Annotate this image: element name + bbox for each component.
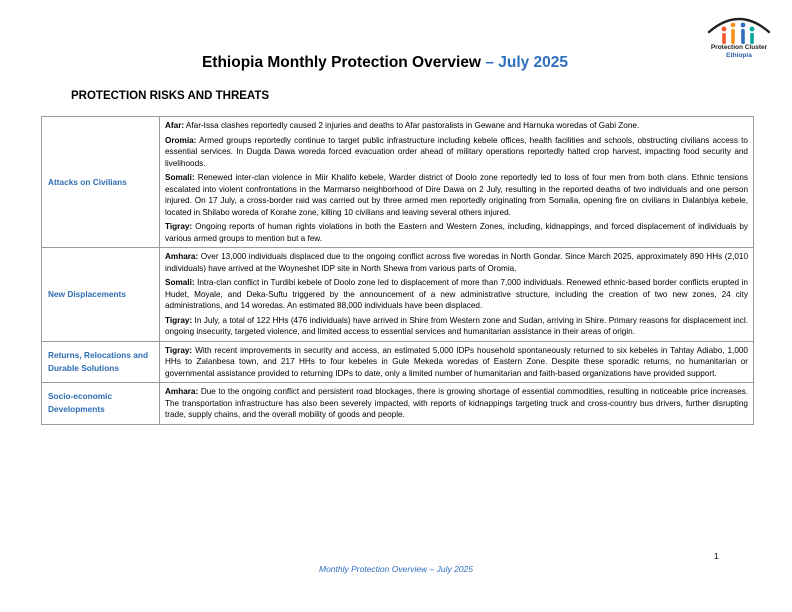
entry (165, 221, 748, 244)
page-footer: Monthly Protection Overview – July 2025 (318, 564, 474, 574)
table-row (42, 341, 754, 383)
entry (165, 172, 748, 218)
entry-region: Tigray: (165, 222, 193, 231)
entry-region: Amhara: (165, 387, 199, 396)
logo-line-1: Protection Cluster (710, 44, 768, 51)
row-category: Attacks on Civilians (42, 117, 160, 248)
entry-region: Oromia: (165, 135, 197, 145)
row-content (160, 117, 754, 248)
entry (165, 345, 748, 380)
entry-text: With recent improvements in security and access, an estimated 5,000 IDPs household spontaneously returned to six kebeles in Tahtay Adiabo, 1,000 HHs to Zalanbesa town, and 217 HHs to four kebeles in Gule Mekeda woredas of Eastern Zone. Despite these sporadic returns, no humanitarian or governmental assistance provided to returning IDPs to date, only a limited number of humanitarian and faith-based organizations have provided support. (165, 345, 748, 378)
entry-text: Armed groups reportedly continue to target public infrastructure including kebele offices, health facilities and schools, obstructing civilians access to essential services. In Dugda Dawa woreda forced evacuation order ahead of military operations reportedly halted crop harvest, impacting food security and livelihoods. (165, 135, 748, 168)
section-title: PROTECTION RISKS AND THREATS (71, 90, 270, 102)
entry-text: Intra-clan conflict in Turdibi kebele of Doolo zone led to displacement of more than 7,000 individuals. Renewed ethnic-based border conflicts erupted in Hudet, Moyale, and Deka-Suftu triggered by the announcement of a new administrative structure, including the creation of two new zones, 24 city administrations, and 14 woredas. An estimated 88,000 individuals have been displaced. (165, 278, 748, 310)
entry-text: Due to the ongoing conflict and persistent road blockages, there is growing shortage of essential commodities, resulting in noticeable price increases. The transportation infrastructure has also been severely impacted, with reports of kidnappings targeting truck and cross-country bus drivers, further disrupting trade, supply chains, and the overall mobility of goods and people. (165, 387, 748, 419)
entry-text: Ongoing reports of human rights violations in both the Eastern and Western Zones, including, kidnappings, and forced displacement of individuals by various armed groups to mention but a few. (165, 222, 748, 243)
table-row (42, 248, 754, 342)
entry (165, 386, 748, 421)
entry-region: Afar: (165, 121, 185, 130)
entry (165, 277, 748, 312)
entry-text: Renewed inter-clan violence in Miir Khalifo kebele, Warder district of Doolo zone reportedly led to loss of four men from both clans. Ethnic tensions escalated into violent confrontations in the Marmarso neighborhood of Dire Dawa on 2 July, resulting in the reported deaths of two individuals and one person injured. On 17 July, a cross-border raid was carried out by three armed men reportedly originating from Somalia, opening fire on civilians in Dalanbiya kebele, located in Shilabo woreda of Korahe zone, killing 10 civilians and leaving several others injured. (165, 173, 748, 217)
row-content (160, 248, 754, 342)
entry (165, 315, 748, 338)
entry-region: Tigray: (165, 315, 193, 325)
protection-risks-table (41, 116, 754, 425)
table-row (42, 117, 754, 248)
entry-text: Over 13,000 individuals displaced due to the ongoing conflict across five woredas in North Gondar. Since March 2025, approximately 890 HHs (2,010 individuals) have arrived at the Woyneshet IDP site in North Shewa from various parts of Oromia. (165, 252, 748, 273)
row-content (160, 383, 754, 425)
row-category: Returns, Relocations and Durable Solutions (42, 341, 160, 383)
entry-region: Amhara: (165, 252, 199, 261)
row-content (160, 341, 754, 383)
title-accent: – July 2025 (485, 54, 569, 71)
row-category: New Displacements (42, 248, 160, 342)
page-title (0, 54, 770, 72)
entry-text: Afar-Issa clashes reportedly caused 2 injuries and deaths to Afar pastoralists in Gewane and Harnuka woredas of Gabi Zone. (184, 121, 640, 130)
entry (165, 251, 748, 274)
entry (165, 120, 748, 132)
table-row (42, 383, 754, 425)
page-number: 1 (714, 551, 719, 561)
entry-region: Somali: (165, 278, 195, 287)
row-category: Socio-economic Developments (42, 383, 160, 425)
entry-region: Somali: (165, 173, 195, 182)
title-main: Ethiopia Monthly Protection Overview (201, 54, 481, 71)
entry-text: In July, a total of 122 HHs (476 individuals) have arrived in Shire from Western zone and Sudan, arriving in Shire. Primary reasons for displacement incl. ongoing insecurity, targeted violence, and limited access to essential services and humanitarian assistance in their areas of origin. (165, 315, 748, 336)
logo-line-2: Ethiopia (726, 52, 752, 59)
entry (165, 135, 748, 170)
entry-region: Tigray: (165, 345, 193, 355)
